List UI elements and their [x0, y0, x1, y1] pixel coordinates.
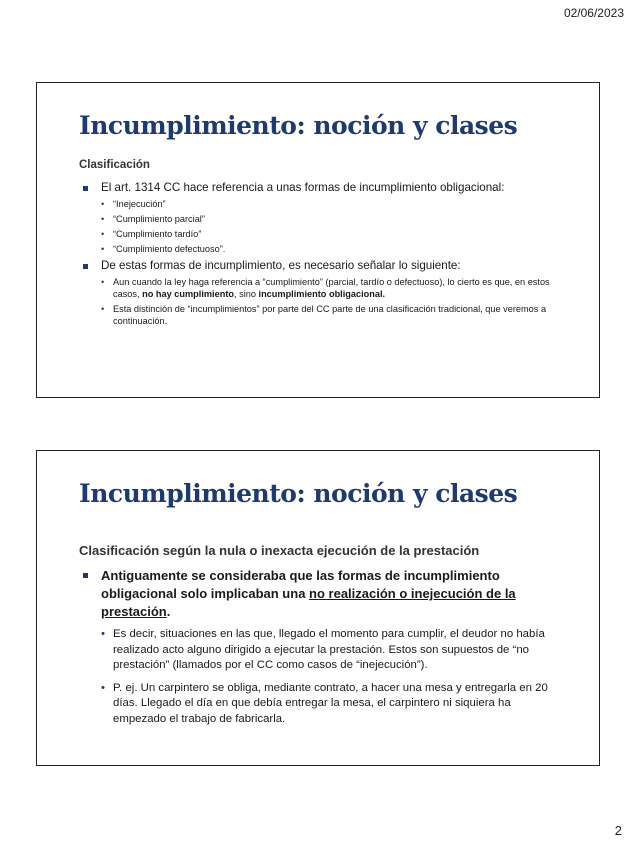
sub-list-item — [101, 276, 565, 300]
slide-content — [79, 567, 565, 734]
page-number: 2 — [614, 823, 622, 838]
bullet-text: El art. 1314 CC hace referencia a unas formas de incumplimiento obligacional: — [101, 181, 505, 194]
sub-list-item: • Es decir, situaciones en las que, llegado el momento para cumplir, el deudor no había realizado acto alguno dirigido a ejecutar la prestación. Estos son supuestos de “no prestación” (llamados por el CC como casos de “inejecución”). — [101, 627, 565, 674]
bullet-text-end: . — [166, 604, 171, 619]
slide-title: Incumplimiento: noción y clases — [79, 479, 518, 508]
text-span: , sino — [234, 289, 259, 299]
bold-text: no hay cumplimiento — [142, 289, 234, 299]
sub-bullet-list — [101, 627, 565, 727]
sub-bullet-list — [101, 198, 565, 255]
slide-2 — [36, 450, 600, 766]
sub-list-item: • P. ej. Un carpintero se obliga, mediante contrato, a hacer una mesa y entregarla en 20 días. Llegado el día en que debía entregar la mesa, el carpintero ni siquiera ha empezado el trabajo de fabricarla. — [101, 681, 565, 728]
text-span: Aun cuando la ley haga referencia a “cumplimiento” (parcial, tardío o defectuoso), lo cierto es que, en estos casos, — [113, 277, 550, 299]
sub-list-item: • “Cumplimiento defectuoso”. — [101, 243, 565, 255]
slide-subtitle: Clasificación según la nula o inexacta ejecución de la prestación — [79, 543, 480, 558]
list-item — [79, 181, 565, 255]
sub-list-item: • “Inejecución” — [101, 198, 565, 210]
sub-list-item: • “Cumplimiento parcial” — [101, 213, 565, 225]
bullet-text: Antiguamente se consideraba que las formas de incumplimiento obligacional solo implicaban una — [101, 568, 500, 601]
slide-title: Incumplimiento: noción y clases — [79, 111, 518, 140]
bullet-text: De estas formas de incumplimiento, es necesario señalar lo siguiente: — [101, 259, 461, 272]
sub-bullet-list — [101, 276, 565, 327]
sub-list-item: • “Cumplimiento tardío” — [101, 228, 565, 240]
bullet-list — [79, 181, 565, 327]
list-item — [79, 567, 565, 727]
slide-subtitle: Clasificación — [79, 159, 150, 171]
underlined-text: no realización o inejecución de la prestación — [101, 586, 516, 619]
bold-text: incumplimiento obligacional. — [258, 289, 386, 299]
print-date: 02/06/2023 — [563, 6, 624, 20]
bullet-list — [79, 567, 565, 727]
sub-list-item: • Esta distinción de “incumplimientos” por parte del CC parte de una clasificación tradicional, que veremos a continuación. — [101, 303, 565, 327]
slide-1 — [36, 82, 600, 398]
list-item — [79, 259, 565, 327]
slide-content — [79, 181, 565, 331]
